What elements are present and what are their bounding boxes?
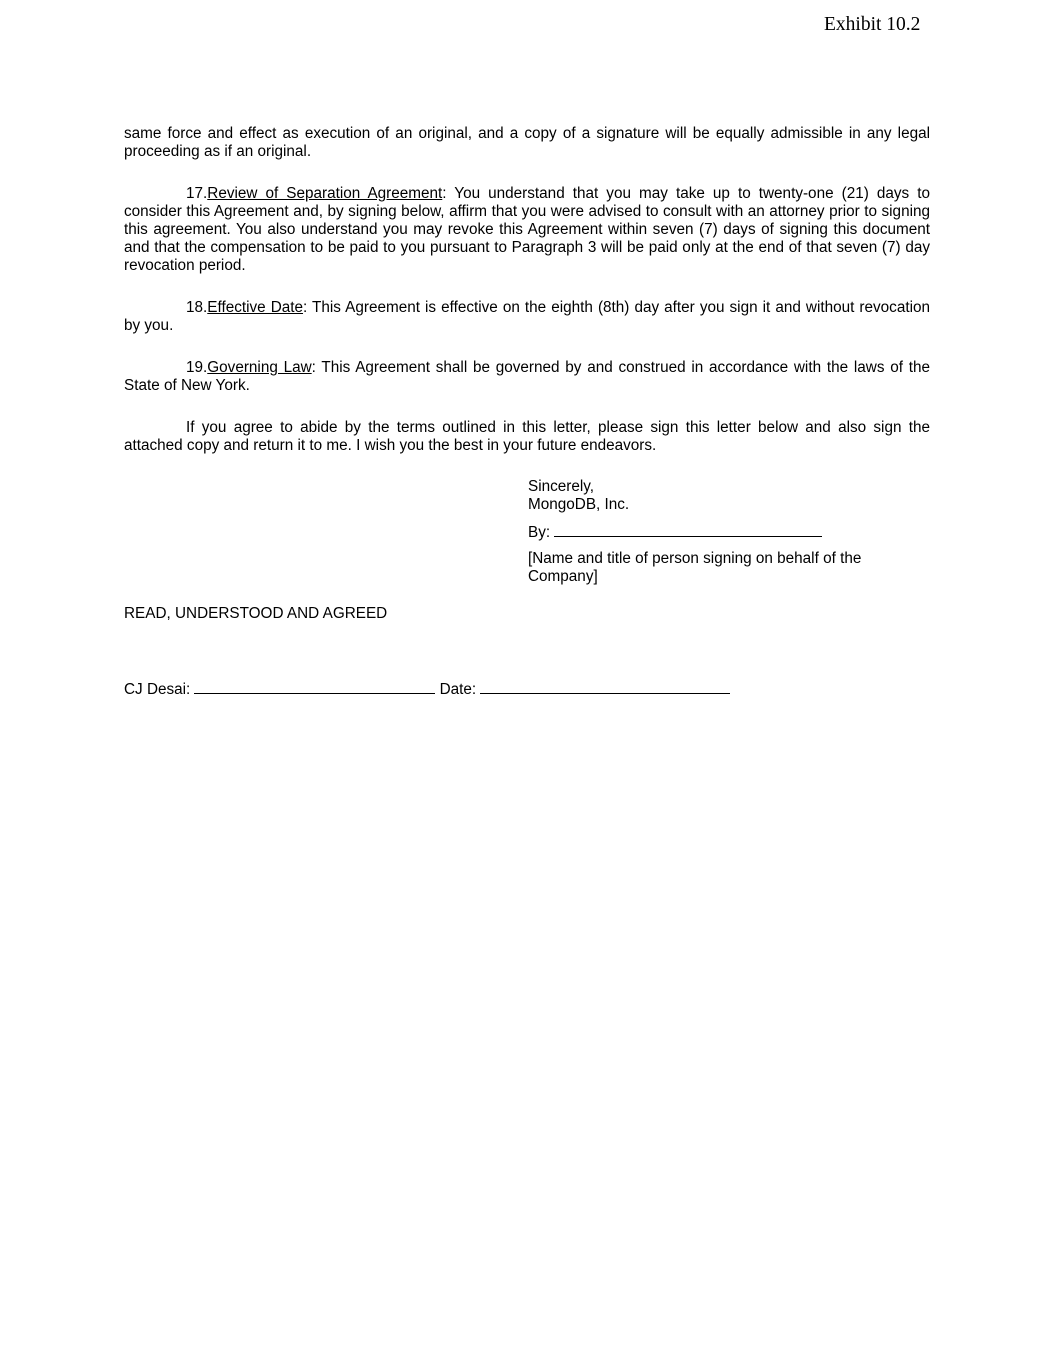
paragraph-17-body: : You understand that you may take up to twenty-one (21) days to consider this Agreement and, by signing below, affirm that you were advised to consult with an attorney prior to signing this agreement. You also understand you may revoke this Agreement within seven (7) days of signing this document and that the compensation to be paid to you pursuant to Paragraph 3 will be paid only at the end of that seven (7) day revocation period.: [124, 185, 930, 274]
company-name: MongoDB, Inc.: [528, 496, 630, 513]
paragraph-17-heading: Review of Separation Agreement: [207, 185, 443, 202]
paragraph-17: [124, 185, 930, 275]
closing-paragraph: If you agree to abide by the terms outlined in this letter, please sign this letter below and also sign the attached copy and return it to me. I wish you the best in your future endeavors.: [124, 419, 930, 454]
by-signature-line: [528, 522, 908, 542]
date-field[interactable]: [480, 679, 730, 694]
employee-signature-field[interactable]: [194, 679, 435, 694]
paragraph-18-heading: Effective Date: [207, 299, 304, 316]
company-signature-block: [528, 478, 908, 586]
paragraph-17-number: 17.: [186, 185, 208, 202]
paragraph-19: [124, 359, 930, 395]
paragraph-19-body: : This Agreement shall be governed by and construed in accordance with the laws of the State of New York.: [124, 359, 930, 394]
employee-signature-row: [124, 679, 730, 699]
by-label: By:: [528, 524, 551, 541]
paragraph-19-heading: Governing Law: [207, 359, 312, 376]
salutation: Sincerely,: [528, 478, 595, 495]
exhibit-label: Exhibit 10.2: [824, 14, 921, 35]
agreement-heading: READ, UNDERSTOOD AND AGREED: [124, 605, 388, 622]
paragraph-18-body: : This Agreement is effective on the eighth (8th) day after you sign it and without revocation by you.: [124, 299, 930, 334]
paragraph-18: [124, 299, 930, 335]
signer-label: CJ Desai:: [124, 681, 191, 698]
paragraph-18-number: 18.: [186, 299, 208, 316]
signer-name-title: [Name and title of person signing on behalf of the Company]: [528, 550, 862, 585]
date-label: Date:: [439, 681, 477, 698]
continuation-paragraph: same force and effect as execution of an original, and a copy of a signature will be equally admissible in any legal proceeding as if an original.: [124, 125, 930, 160]
paragraph-19-number: 19.: [186, 359, 208, 376]
company-signature-field[interactable]: [554, 522, 822, 537]
